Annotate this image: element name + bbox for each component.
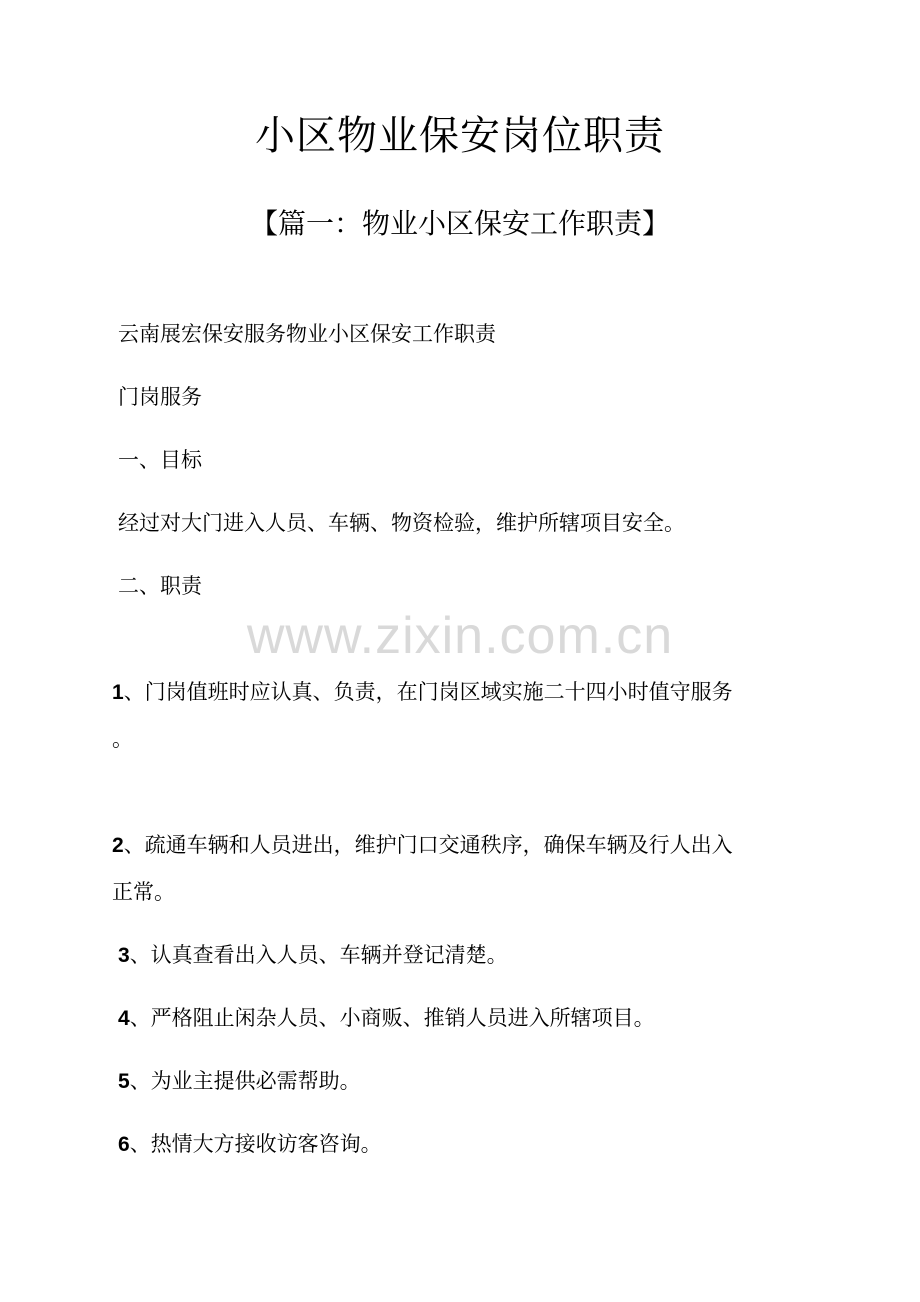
item-number: 1 — [112, 681, 124, 704]
item-text: 、疏通车辆和人员进出，维护门口交通秩序，确保车辆及行人出入 — [123, 833, 733, 857]
duty-heading: 二、职责 — [118, 574, 202, 598]
watermark: www.zixin.com.cn — [246, 607, 674, 665]
list-item — [118, 1066, 361, 1097]
item-number: 4 — [118, 1007, 130, 1030]
company-line: 云南展宏保安服务物业小区保安工作职责 — [118, 322, 496, 346]
list-item — [118, 1129, 382, 1160]
list-item-continuation: 正常。 — [112, 880, 175, 904]
item-number: 2 — [112, 834, 124, 857]
list-item — [112, 677, 733, 708]
item-number: 5 — [118, 1070, 130, 1093]
item-text: 、严格阻止闲杂人员、小商贩、推销人员进入所辖项目。 — [129, 1006, 655, 1030]
item-number: 3 — [118, 944, 130, 967]
goal-text: 经过对大门进入人员、车辆、物资检验，维护所辖项目安全。 — [118, 511, 685, 535]
section-name: 门岗服务 — [118, 385, 202, 409]
document-title: 小区物业保安岗位职责 — [255, 113, 665, 159]
item-text: 、认真查看出入人员、车辆并登记清楚。 — [129, 943, 508, 967]
goal-heading: 一、目标 — [118, 448, 202, 472]
item-text: 、热情大方接收访客咨询。 — [129, 1132, 382, 1156]
list-item — [118, 1003, 655, 1034]
list-item-continuation: 。 — [112, 727, 133, 751]
item-number: 6 — [118, 1133, 130, 1156]
item-text: 、门岗值班时应认真、负责，在门岗区域实施二十四小时值守服务 — [123, 680, 733, 704]
list-item — [112, 830, 733, 861]
list-item — [118, 940, 508, 971]
document-subtitle: 【篇一：物业小区保安工作职责】 — [249, 207, 670, 240]
item-text: 、为业主提供必需帮助。 — [129, 1069, 361, 1093]
